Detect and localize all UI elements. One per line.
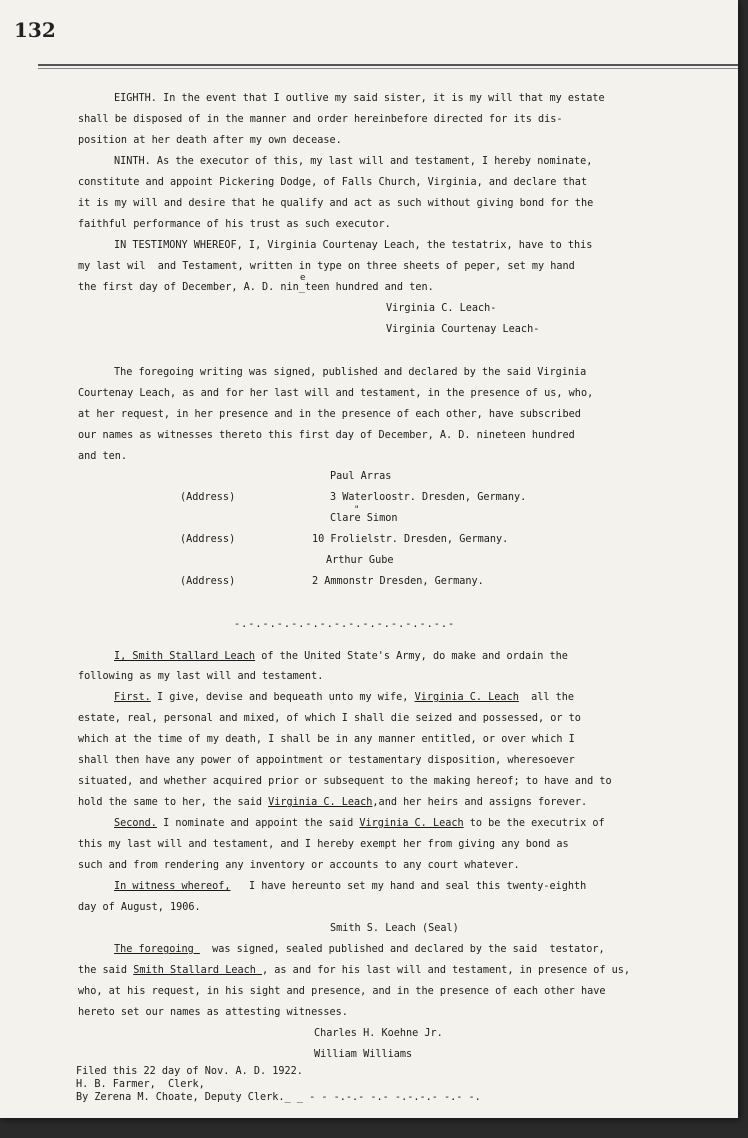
witness-name: Clare Simon <box>330 513 398 524</box>
first-clause-line-6 <box>78 796 587 810</box>
intro-text: of the United State's Army, do make and ordain the <box>255 651 568 662</box>
foregoing-line-2 <box>78 964 630 978</box>
header-rule <box>38 64 738 66</box>
clause-text: I nominate and appoint the said <box>156 818 360 829</box>
ninth-line-1: NINTH. As the executor of this, my last will and testament, I hereby nominate, <box>114 156 593 167</box>
ditto-mark: " <box>354 505 360 515</box>
section-separator: -.-.-.-.-.-.-.-.-.-.-.-.-.-.-.- <box>234 619 456 630</box>
attestation-line-4: our names as witnesses thereto this first day of December, A. D. nineteen hundred <box>78 430 575 441</box>
ninth-line-4: faithful performance of his trust as such executor. <box>78 219 391 230</box>
testatrix-signature-1: Virginia C. Leach- <box>386 303 497 314</box>
first-clause-line-4: shall then have any power of appointment or testamentary disposition, wheresoever <box>78 755 575 766</box>
will2-intro-line-1 <box>114 650 568 664</box>
eighth-line-3: position at her death after my own decease. <box>78 135 342 146</box>
witness-address: 10 Frolielstr. Dresden, Germany. <box>312 534 509 545</box>
will2-intro-line-2: following as my last will and testament. <box>78 671 324 682</box>
testimony-line-1: IN TESTIMONY WHEREOF, I, Virginia Courtenay Leach, the testatrix, have to this <box>114 240 593 251</box>
first-clause-line-1 <box>114 691 574 705</box>
attestation-line-2: Courtenay Leach, as and for her last will and testament, in the presence of us, who, <box>78 388 594 399</box>
ninth-line-3: it is my will and desire that he qualify and act as such without giving bond for the <box>78 198 594 209</box>
attestation-line-1: The foregoing writing was signed, published and declared by the said Virginia <box>114 367 587 378</box>
testator-name: I, Smith Stallard Leach <box>114 651 256 662</box>
first-heading: First. <box>114 692 151 703</box>
foregoing-line-4: hereto set our names as attesting witnesses. <box>78 1007 348 1018</box>
inserted-letter: e <box>300 273 306 283</box>
witness-address: 2 Ammonstr Dresden, Germany. <box>312 576 484 587</box>
witness-clause-line-2: day of August, 1906. <box>78 902 201 913</box>
foregoing-line-1 <box>114 943 605 957</box>
header-rule-secondary <box>38 68 738 69</box>
clause-text: I have hereunto set my hand and seal this twenty-eighth <box>230 881 587 892</box>
clause-text: to be the executrix of <box>463 818 605 829</box>
filing-line-3: By Zerena M. Choate, Deputy Clerk._ _ - - -.-.- -.- -.-.-.- -.- -. <box>76 1092 481 1103</box>
clause-text: hold the same to her, the said <box>78 797 269 808</box>
beneficiary-name: Virginia C. Leach <box>414 692 519 703</box>
testator-signature: Smith S. Leach (Seal) <box>330 923 459 934</box>
second-clause-line-3: such and from rendering any inventory or accounts to any court whatever. <box>78 860 520 871</box>
first-clause-line-2: estate, real, personal and mixed, of which I shall die seized and possessed, or to <box>78 713 581 724</box>
first-clause-line-5: situated, and whether acquired prior or subsequent to the making hereof; to have and to <box>78 776 612 787</box>
clause-text: was signed, sealed published and declared by the said testator, <box>199 944 605 955</box>
testatrix-signature-2: Virginia Courtenay Leach- <box>386 324 540 335</box>
attestation-line-3: at her request, in her presence and in the presence of each other, have subscribed <box>78 409 581 420</box>
page-number: 132 <box>14 18 56 42</box>
clause-text: I give, devise and bequeath unto my wife, <box>150 692 415 703</box>
address-label: (Address) <box>180 576 236 587</box>
clause-text: ,and her heirs and assigns forever. <box>372 797 588 808</box>
filing-line-1: Filed this 22 day of Nov. A. D. 1922. <box>76 1066 303 1077</box>
address-label: (Address) <box>180 492 236 503</box>
first-clause-line-3: which at the time of my death, I shall be in any manner entitled, or over which I <box>78 734 575 745</box>
attestation-line-5: and ten. <box>78 451 128 462</box>
testator-name: Smith Stallard Leach <box>133 965 263 976</box>
eighth-line-1: EIGHTH. In the event that I outlive my said sister, it is my will that my estate <box>114 93 605 104</box>
witness-heading: In witness whereof, <box>114 881 231 892</box>
address-label: (Address) <box>180 534 236 545</box>
executrix-name: Virginia C. Leach <box>359 818 464 829</box>
foregoing-heading: The foregoing <box>114 944 200 955</box>
witness-clause-line-1 <box>114 880 586 894</box>
witness-name: Arthur Gube <box>326 555 394 566</box>
testimony-line-2: my last wil and Testament, written in type on three sheets of peper, set my hand <box>78 261 575 272</box>
witness-signature-2: William Williams <box>314 1049 413 1060</box>
second-clause-line-1 <box>114 817 605 831</box>
witness-name: Paul Arras <box>330 471 392 482</box>
filing-line-2: H. B. Farmer, Clerk, <box>76 1079 205 1090</box>
testimony-line-3: the first day of December, A. D. nin_teen hundred and ten. <box>78 282 434 293</box>
second-clause-line-2: this my last will and testament, and I hereby exempt her from giving any bond as <box>78 839 569 850</box>
witness-address: 3 Waterloostr. Dresden, Germany. <box>330 492 527 503</box>
clause-text: all the <box>518 692 575 703</box>
witness-signature-1: Charles H. Koehne Jr. <box>314 1028 443 1039</box>
clause-text: , as and for his last will and testament, in presence of us, <box>262 965 631 976</box>
second-heading: Second. <box>114 818 157 829</box>
beneficiary-name: Virginia C. Leach <box>268 797 373 808</box>
eighth-line-2: shall be disposed of in the manner and order hereinbefore directed for its dis- <box>78 114 563 125</box>
foregoing-line-3: who, at his request, in his sight and presence, and in the presence of each other have <box>78 986 606 997</box>
ninth-line-2: constitute and appoint Pickering Dodge, of Falls Church, Virginia, and declare that <box>78 177 588 188</box>
clause-text: the said <box>78 965 134 976</box>
